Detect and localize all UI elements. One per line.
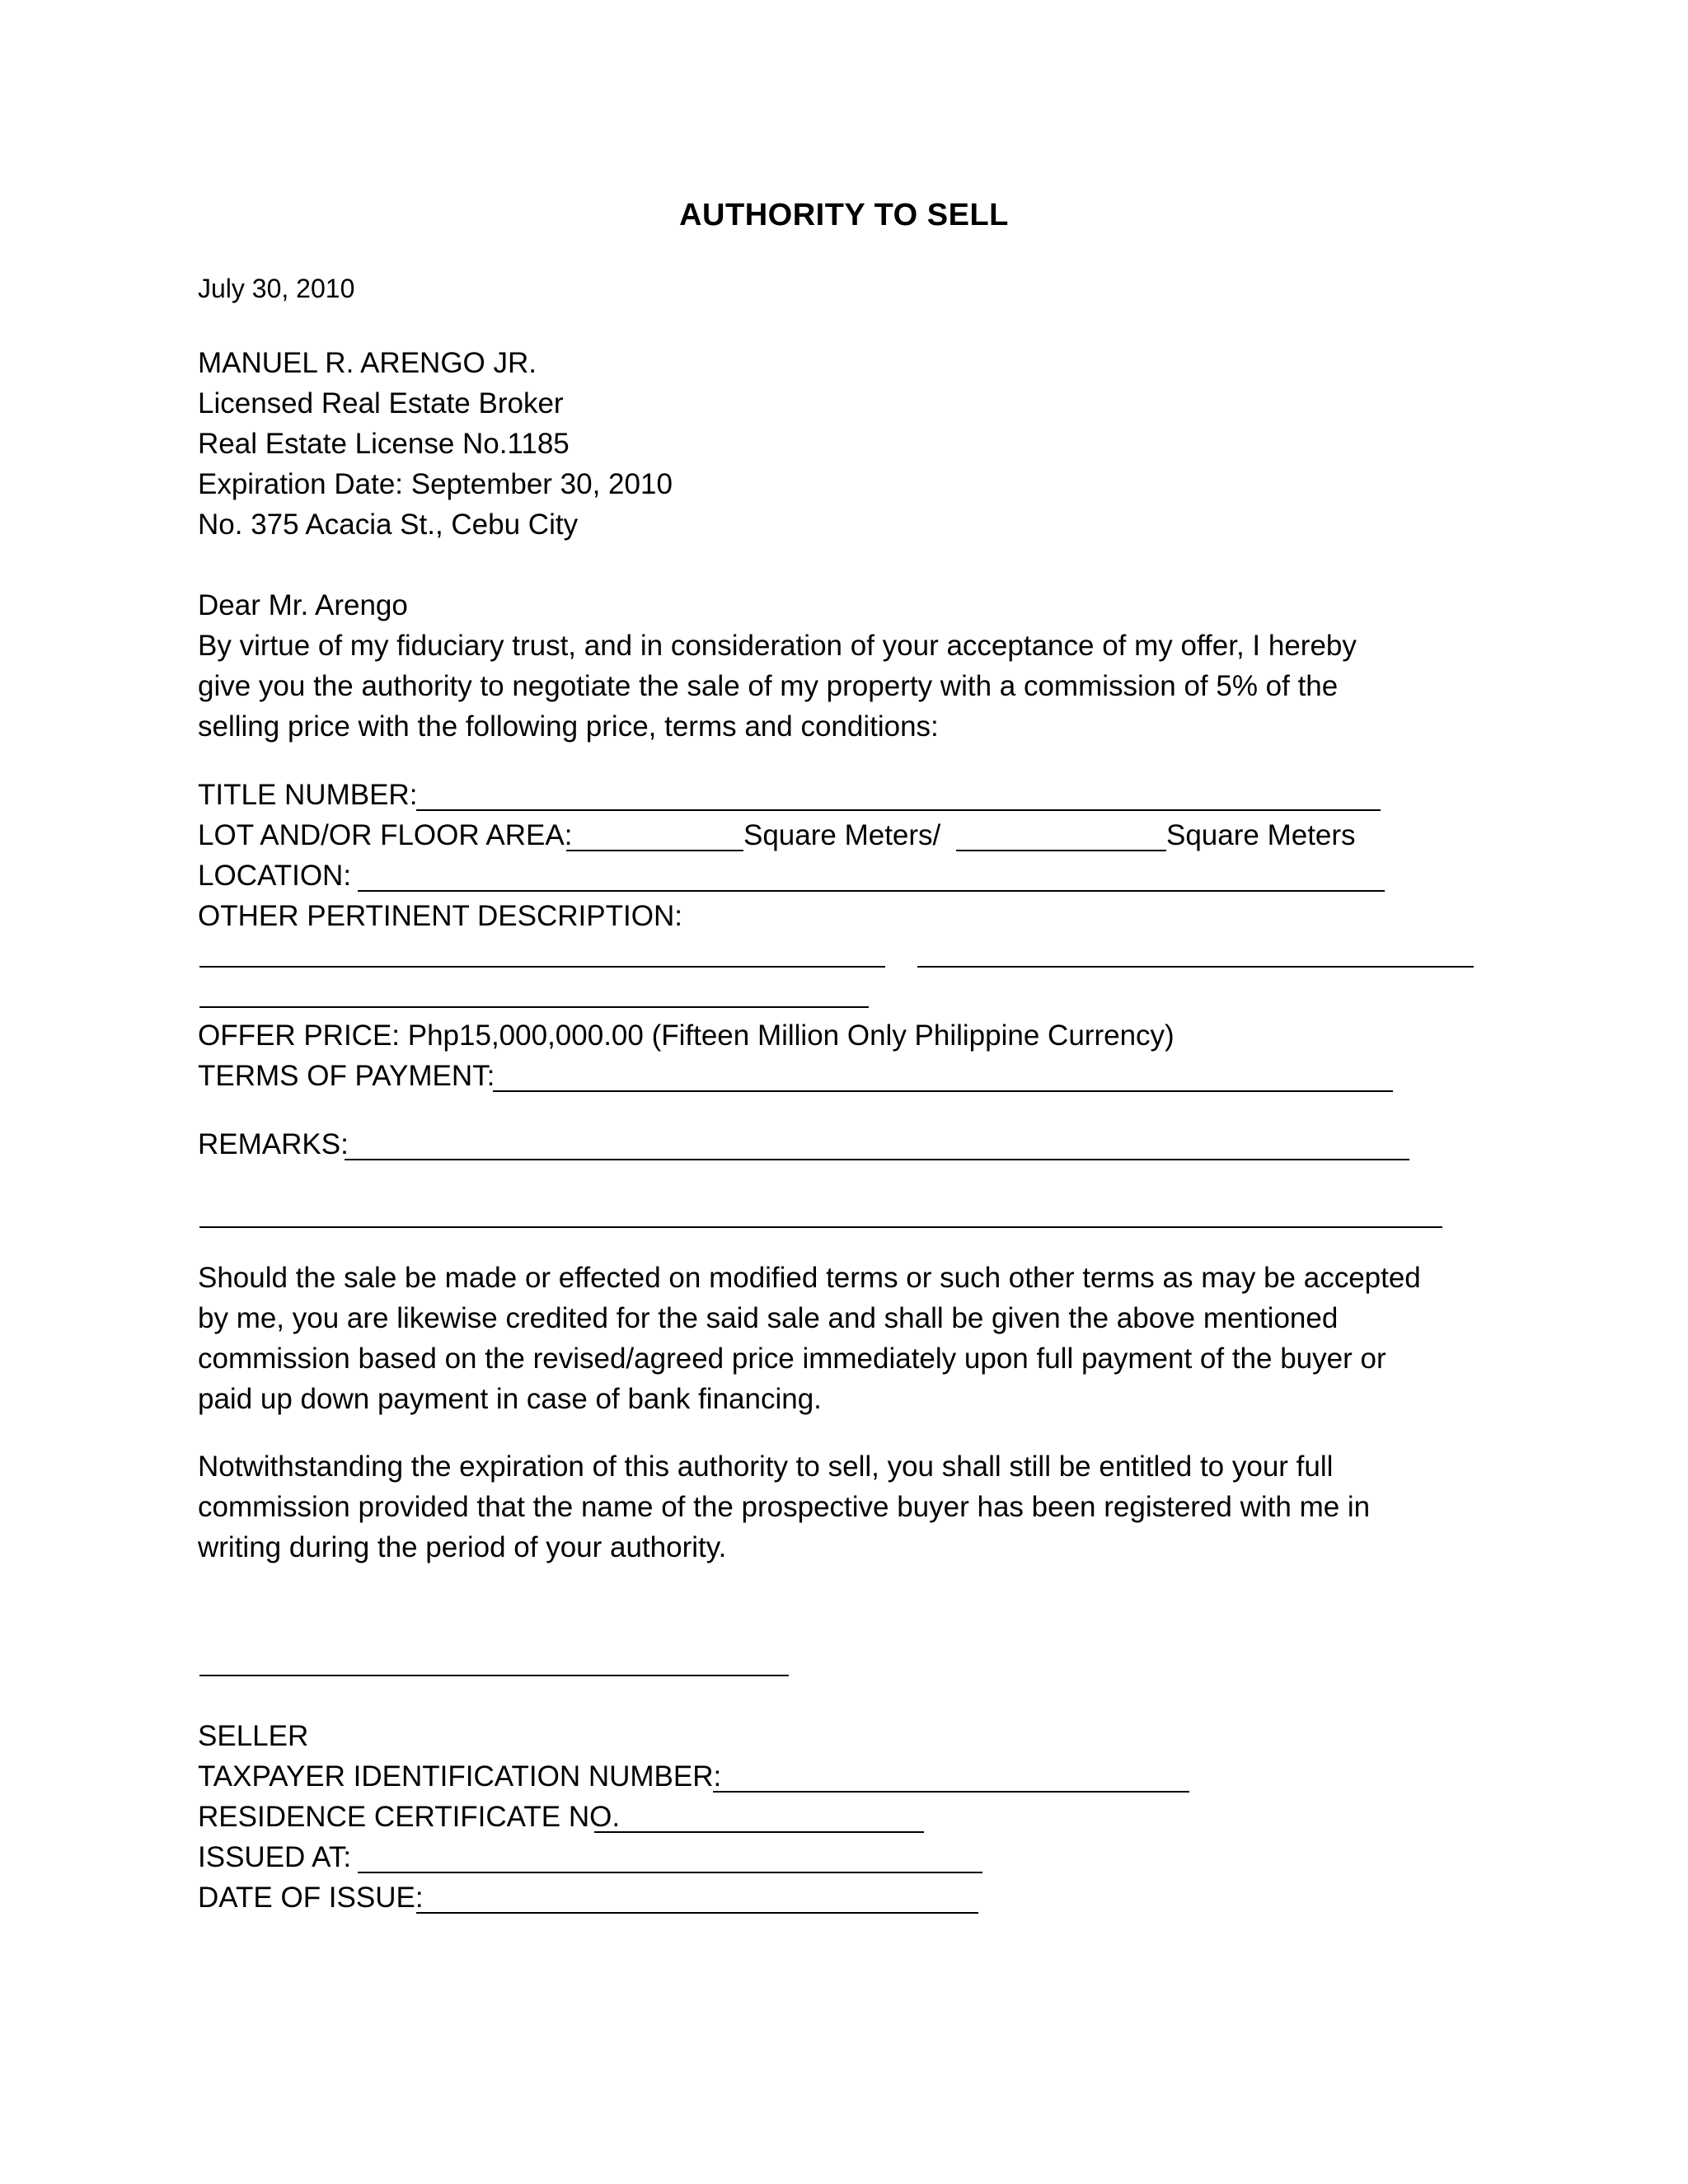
document-date: July 30, 2010 [198,274,355,303]
paragraph-line: by me, you are likewise credited for the said sale and shall be given the above mentioned [198,1302,1339,1334]
offer-price: OFFER PRICE: Php15,000,000.00 (Fifteen Million Only Philippine Currency) [198,1019,1175,1052]
seller-label: SELLER [198,1720,309,1752]
remarks-label: REMARKS: [198,1128,349,1160]
intro-paragraph [198,626,1500,747]
addressee-license: Real Estate License No.1185 [198,428,570,460]
seller-signature-line[interactable] [199,1675,789,1676]
intro-line: give you the authority to negotiate the sale of my property with a commission of 5% of the [198,670,1339,702]
paragraph-line: Notwithstanding the expiration of this authority to sell, you shall still be entitled to your full [198,1451,1334,1483]
paragraph-line: paid up down payment in case of bank financing. [198,1383,822,1415]
paragraph-line: writing during the period of your authority. [198,1531,727,1563]
intro-line: selling price with the following price, terms and conditions: [198,710,939,743]
modified-terms-paragraph [198,1258,1500,1419]
document-title: AUTHORITY TO SELL [679,198,1009,232]
description-blank-2[interactable] [917,966,1474,968]
lot-area-blank-1[interactable] [566,850,743,851]
addressee-expiration: Expiration Date: September 30, 2010 [198,468,673,500]
residence-cert-label: RESIDENCE CERTIFICATE NO. [198,1801,621,1833]
paragraph-line: Should the sale be made or effected on modified terms or such other terms as may be accepted [198,1262,1421,1294]
expiration-paragraph [198,1446,1500,1568]
terms-of-payment-label: TERMS OF PAYMENT: [198,1060,495,1092]
issued-at-label: ISSUED AT: [198,1841,352,1873]
description-blank-3[interactable] [199,1006,869,1008]
addressee-address: No. 375 Acacia St., Cebu City [198,509,579,541]
other-description-label: OTHER PERTINENT DESCRIPTION: [198,900,682,932]
paragraph-line: commission based on the revised/agreed price immediately upon full payment of the buyer or [198,1343,1386,1375]
lot-area-label: LOT AND/OR FLOOR AREA: [198,819,573,851]
square-meters-label-2: Square Meters [1166,819,1356,851]
title-number-label: TITLE NUMBER: [198,779,418,811]
intro-line: By virtue of my fiduciary trust, and in consideration of your acceptance of my offer, I hereby [198,630,1357,662]
date-of-issue-blank[interactable] [416,1912,978,1914]
remarks-blank-1[interactable] [345,1159,1409,1160]
date-of-issue-label: DATE OF ISSUE: [198,1882,424,1914]
location-label: LOCATION: [198,860,352,892]
square-meters-label-1: Square Meters/ [743,819,941,851]
paragraph-line: commission provided that the name of the prospective buyer has been registered with me in [198,1491,1371,1523]
description-blank-1[interactable] [199,966,885,968]
tin-blank[interactable] [713,1791,1189,1793]
tin-label: TAXPAYER IDENTIFICATION NUMBER: [198,1760,722,1793]
addressee-name: MANUEL R. ARENGO JR. [198,347,537,379]
remarks-blank-2[interactable] [199,1226,1442,1228]
addressee-position: Licensed Real Estate Broker [198,387,564,419]
title-number-blank[interactable] [416,809,1381,811]
lot-area-blank-2[interactable] [956,850,1166,851]
terms-of-payment-blank[interactable] [493,1090,1393,1092]
issued-at-blank[interactable] [358,1872,982,1873]
location-blank[interactable] [358,890,1385,892]
residence-cert-blank[interactable] [594,1831,924,1833]
salutation: Dear Mr. Arengo [198,589,408,621]
